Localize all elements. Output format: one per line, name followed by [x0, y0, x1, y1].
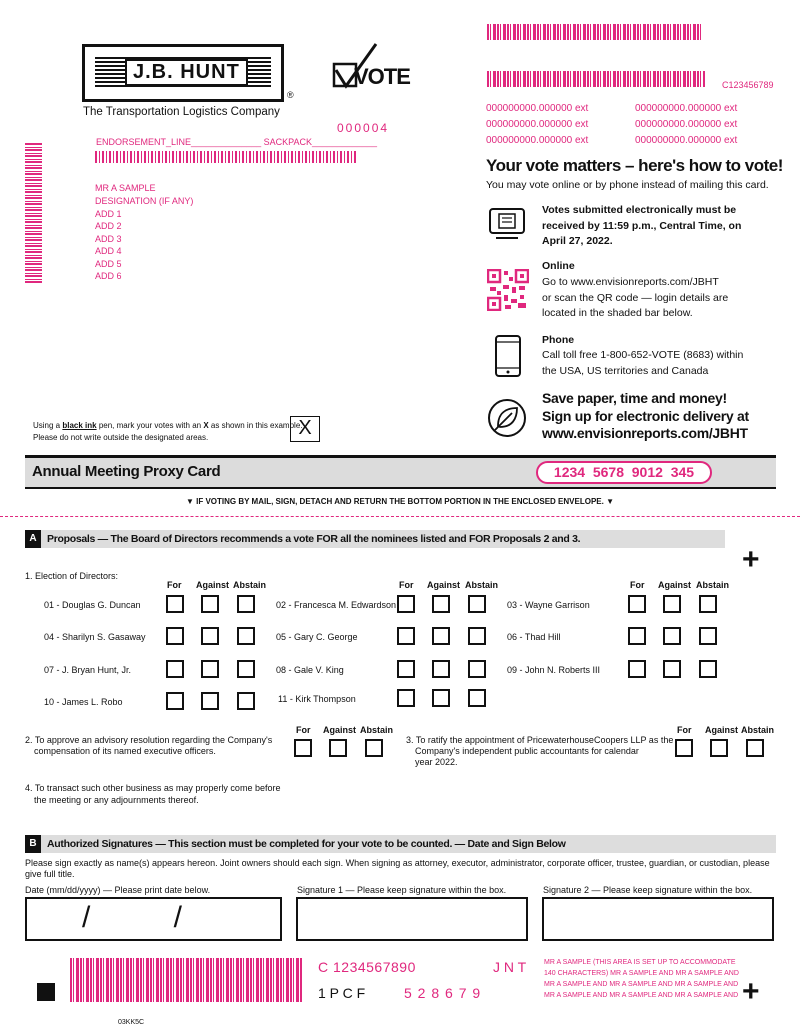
address-line-2: DESIGNATION (IF ANY) — [95, 196, 194, 206]
mail-sequence: 000004 — [337, 121, 390, 135]
nominee-10-against-checkbox[interactable] — [201, 692, 219, 710]
section-a-title: Proposals — The Board of Directors recommends a vote FOR all the nominees listed and FOR Proposals 2 and 3. — [47, 533, 581, 545]
nominee-03-abstain-checkbox[interactable] — [699, 595, 717, 613]
nominee-09-against-checkbox[interactable] — [663, 660, 681, 678]
footer-jnt: J N T — [493, 959, 527, 975]
nominee-02-abstain-checkbox[interactable] — [468, 595, 486, 613]
col3-header-abstain: Abstain — [696, 580, 730, 590]
nominee-11: 11 - Kirk Thompson — [278, 694, 356, 704]
proposal-4-text: 4. To transact such other business as may properly come before the meeting or any adjournments thereof. — [25, 783, 281, 805]
nominee-09: 09 - John N. Roberts III — [507, 665, 601, 675]
p2-header-abstain: Abstain — [360, 725, 394, 735]
ext-line-3: 000000000.000000 ext — [486, 135, 589, 146]
footer-code: 03KK5C — [118, 1019, 145, 1026]
nominee-08-for-checkbox[interactable] — [397, 660, 415, 678]
ink-note: Using a black ink pen, mark your votes with an X as shown in this example. Please do not write outside the designated areas. — [33, 421, 303, 442]
nominee-07-abstain-checkbox[interactable] — [237, 660, 255, 678]
proxy-control-number: 1234 5678 9012 345 — [536, 461, 712, 484]
nominee-08-against-checkbox[interactable] — [432, 660, 450, 678]
nominee-06: 06 - Thad Hill — [507, 632, 561, 642]
proposal-3-against-checkbox[interactable] — [710, 739, 728, 757]
address-line-4: ADD 2 — [95, 221, 122, 231]
qr-code-icon — [487, 269, 529, 311]
detach-note: ▼ IF VOTING BY MAIL, SIGN, DETACH AND RETURN THE BOTTOM PORTION IN THE ENCLOSED ENVELOPE. ▼ — [185, 497, 614, 506]
logo-brand-text: J.B. HUNT — [125, 59, 248, 86]
address-line-5: ADD 3 — [95, 234, 122, 244]
nominee-09-for-checkbox[interactable] — [628, 660, 646, 678]
ext-line-1: 000000000.000000 ext — [486, 103, 589, 114]
col2-header-abstain: Abstain — [465, 580, 499, 590]
nominee-06-against-checkbox[interactable] — [663, 627, 681, 645]
address-line-1: MR A SAMPLE — [95, 183, 156, 193]
computer-icon — [486, 206, 528, 242]
nominee-01: 01 - Douglas G. Duncan — [44, 600, 141, 610]
side-barcode-left — [25, 143, 42, 283]
save-line-3: www.envisionreports.com/JBHT — [542, 425, 748, 441]
footer-form: 1 P C F — [318, 985, 366, 1001]
phone-title: Phone — [542, 334, 575, 346]
election-label: 1. Election of Directors: — [25, 571, 119, 581]
nominee-05-abstain-checkbox[interactable] — [468, 627, 486, 645]
endorsement-line: ENDORSEMENT_LINE______________ SACKPACK_____________ — [96, 137, 378, 147]
col1-header-against: Against — [196, 580, 230, 590]
date-slashes: / / — [82, 901, 183, 934]
save-line-2: Sign up for electronic delivery at — [542, 407, 749, 424]
nominee-10-for-checkbox[interactable] — [166, 692, 184, 710]
jb-hunt-logo — [82, 44, 284, 102]
nominee-03-against-checkbox[interactable] — [663, 595, 681, 613]
col3-header-against: Against — [658, 580, 692, 590]
nominee-11-for-checkbox[interactable] — [397, 689, 415, 707]
postal-barcode — [95, 151, 357, 163]
proposal-2-against-checkbox[interactable] — [329, 739, 347, 757]
deadline-line-3: April 27, 2022. — [542, 235, 613, 247]
nominee-03: 03 - Wayne Garrison — [507, 600, 590, 610]
p3-header-against: Against — [705, 725, 739, 735]
online-title: Online — [542, 260, 575, 272]
nominee-10: 10 - James L. Robo — [44, 697, 123, 707]
nominee-04-for-checkbox[interactable] — [166, 627, 184, 645]
example-mark-box: X — [290, 416, 320, 442]
deadline-line-2: received by 11:59 p.m., Central Time, on — [542, 219, 742, 232]
nominee-11-abstain-checkbox[interactable] — [468, 689, 486, 707]
col3-header-for: For — [630, 580, 645, 590]
address-line-8: ADD 6 — [95, 271, 122, 281]
p3-header-abstain: Abstain — [741, 725, 775, 735]
section-a-plus: + — [742, 543, 760, 576]
vote-logo: VOTE — [332, 42, 412, 92]
section-a-letter: A — [25, 530, 41, 548]
proxy-title: Annual Meeting Proxy Card — [32, 463, 221, 480]
footer-plus: + — [742, 975, 760, 1008]
phone-icon — [494, 334, 522, 378]
sig1-label: Signature 1 — Please keep signature within the box. — [297, 885, 507, 895]
proposal-3-abstain-checkbox[interactable] — [746, 739, 764, 757]
nominee-06-abstain-checkbox[interactable] — [699, 627, 717, 645]
footer-barcode — [70, 958, 302, 1002]
deadline-line-1: Votes submitted electronically must be — [542, 204, 737, 216]
nominee-04-abstain-checkbox[interactable] — [237, 627, 255, 645]
col2-header-against: Against — [427, 580, 461, 590]
nominee-04-against-checkbox[interactable] — [201, 627, 219, 645]
nominee-01-for-checkbox[interactable] — [166, 595, 184, 613]
nominee-08-abstain-checkbox[interactable] — [468, 660, 486, 678]
p2-header-against: Against — [323, 725, 357, 735]
signature-1-box[interactable] — [296, 897, 528, 941]
logo-registered: ® — [287, 90, 294, 100]
address-line-6: ADD 4 — [95, 246, 122, 256]
proposal-2-text: 2. To approve an advisory resolution regarding the Company's compensation of its named executive officers. — [25, 735, 273, 756]
footer-sample-text: MR A SAMPLE (THIS AREA IS SET UP TO ACCOMMODATE 140 CHARACTERS) MR A SAMPLE AND MR A SAMPLE AND MR A SAMPLE AND MR A SAMPLE AND MR A SAMPLE AND MR A SAMPLE AND MR A SAMPLE AND MR A SAMPLE AND — [544, 959, 739, 999]
footer-number: 5 2 8 6 7 9 — [404, 985, 482, 1001]
nominee-07-for-checkbox[interactable] — [166, 660, 184, 678]
ext-line-5: 000000000.000000 ext — [635, 119, 738, 130]
nominee-09-abstain-checkbox[interactable] — [699, 660, 717, 678]
leaf-icon — [486, 397, 528, 439]
nominee-02-for-checkbox[interactable] — [397, 595, 415, 613]
phone-line-1: Call toll free 1-800-652-VOTE (8683) within — [542, 349, 744, 361]
online-line-3: located in the shaded bar below. — [542, 307, 693, 319]
nominee-03-for-checkbox[interactable] — [628, 595, 646, 613]
footer-control: C 1234567890 — [318, 959, 416, 975]
ext-line-2: 000000000.000000 ext — [486, 119, 589, 130]
save-line-1: Save paper, time and money! — [542, 390, 727, 406]
control-code: C123456789 — [722, 80, 774, 90]
p3-header-for: For — [677, 725, 692, 735]
nominee-08: 08 - Gale V. King — [276, 665, 344, 675]
nominee-05-against-checkbox[interactable] — [432, 627, 450, 645]
instructions-subhead: You may vote online or by phone instead of mailing this card. — [486, 179, 769, 191]
signature-2-box[interactable] — [542, 897, 774, 941]
nominee-10-abstain-checkbox[interactable] — [237, 692, 255, 710]
proposal-3-text: 3. To ratify the appointment of PricewaterhouseCoopers LLP as the Company's independent public accountants for calendar year 2022. — [406, 735, 674, 767]
nominee-02: 02 - Francesca M. Edwardson — [276, 600, 397, 610]
barcode-top — [487, 24, 702, 40]
nominee-05-for-checkbox[interactable] — [397, 627, 415, 645]
nominee-07: 07 - J. Bryan Hunt, Jr. — [44, 665, 132, 675]
section-b-instructions: Please sign exactly as name(s) appears hereon. Joint owners should each sign. When signing as attorney, executor, administrator, corporate officer, trustee, guardian, or custodian, please give full title. — [25, 858, 770, 879]
nominee-04: 04 - Sharilyn S. Gasaway — [44, 632, 146, 642]
sig2-label: Signature 2 — Please keep signature within the box. — [543, 885, 753, 895]
nominee-01-against-checkbox[interactable] — [201, 595, 219, 613]
p2-header-for: For — [296, 725, 311, 735]
col2-header-for: For — [399, 580, 414, 590]
perforation-line — [0, 516, 800, 517]
online-line-2: or scan the QR code — login details are — [542, 291, 729, 304]
phone-line-2: the USA, US territories and Canada — [542, 364, 709, 377]
nominee-01-abstain-checkbox[interactable] — [237, 595, 255, 613]
col1-header-for: For — [167, 580, 182, 590]
address-line-7: ADD 5 — [95, 259, 122, 269]
address-line-3: ADD 1 — [95, 209, 122, 219]
proposal-2-abstain-checkbox[interactable] — [365, 739, 383, 757]
col1-header-abstain: Abstain — [233, 580, 267, 590]
nominee-11-against-checkbox[interactable] — [432, 689, 450, 707]
ext-line-6: 000000000.000000 ext — [635, 135, 738, 146]
section-b-letter: B — [25, 835, 41, 853]
instructions-headline: Your vote matters – here's how to vote! — [486, 156, 783, 175]
proposal-2-for-checkbox[interactable] — [294, 739, 312, 757]
logo-tagline: The Transportation Logistics Company — [83, 106, 280, 118]
date-input-box[interactable] — [25, 897, 282, 941]
proposal-3-for-checkbox[interactable] — [675, 739, 693, 757]
online-line-1: Go to www.envisionreports.com/JBHT — [542, 276, 719, 288]
nominee-06-for-checkbox[interactable] — [628, 627, 646, 645]
footer-black-square — [37, 983, 55, 1001]
ext-line-4: 000000000.000000 ext — [635, 103, 738, 114]
nominee-02-against-checkbox[interactable] — [432, 595, 450, 613]
date-label: Date (mm/dd/yyyy) — Please print date below. — [25, 885, 211, 895]
barcode-second — [487, 71, 705, 87]
nominee-07-against-checkbox[interactable] — [201, 660, 219, 678]
section-b-title: Authorized Signatures — This section must be completed for your vote to be counted. — Date and Sign Below — [47, 838, 566, 850]
nominee-05: 05 - Gary C. George — [276, 632, 358, 642]
